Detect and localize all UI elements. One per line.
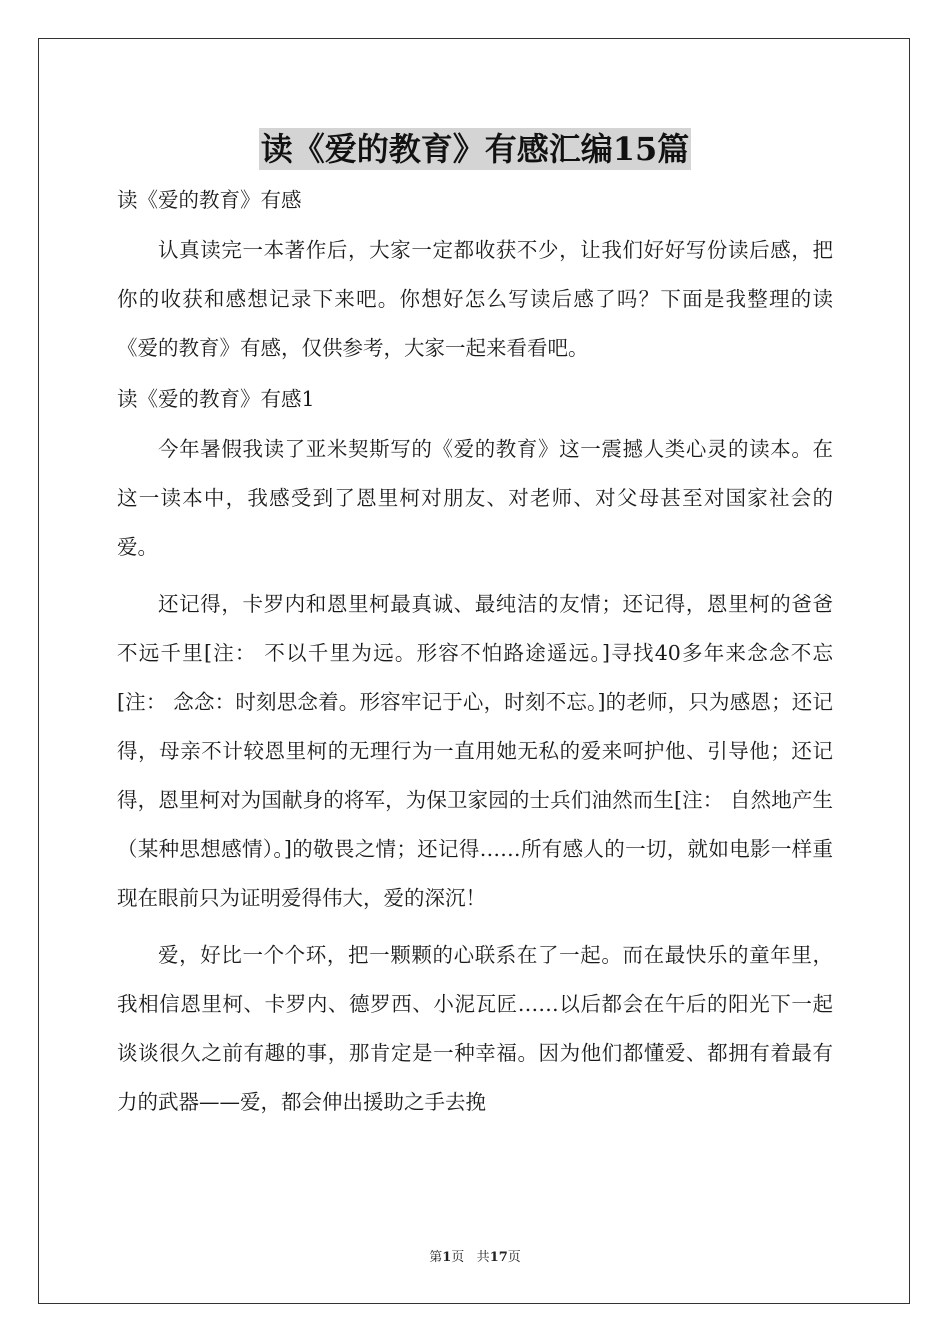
paragraph-3: 爱，好比一个个环，把一颗颗的心联系在了一起。而在最快乐的童年里，我相信恩里柯、卡罗内、德罗西、小泥瓦匠……以后都会在午后的阳光下一起谈谈很久之前有趣的事，那肯定是一种幸福。因为他们都懂爱、都拥有着最有力的武器——爱，都会伸出援助之手去挽 bbox=[117, 943, 833, 1114]
footer-page-unit: 页 bbox=[451, 1250, 465, 1265]
footer-page-current: 1 bbox=[442, 1250, 452, 1265]
intro-paragraph: 认真读完一本著作后，大家一定都收获不少，让我们好好写份读后感，把你的收获和感想记录下来吧。你想好怎么写读后感了吗？下面是我整理的读《爱的教育》有感，仅供参考，大家一起来看看吧。 bbox=[117, 238, 833, 360]
paragraph-2: 还记得，卡罗内和恩里柯最真诚、最纯洁的友情；还记得，恩里柯的爸爸不远千里[注： 不以千里为远。形容不怕路途遥远。]寻找40多年来念念不忘[注： 念念：时刻思念着。形容牢记于心，时刻不忘。]的老师，只为感恩；还记得，母亲不计较恩里柯的无理行为一直用她无私的爱来呵护他、引导他；还记得，恩里柯对为国献身的将军，为保卫家园的士兵们油然而生[注： 自然地产生（某种思想感情）。]的敬畏之情；还记得……所有感人的一切，就如电影一样重现在眼前只为证明爱得伟大，爱的深沉！ bbox=[117, 592, 833, 910]
footer-page-total: 17 bbox=[489, 1250, 508, 1265]
page-footer bbox=[0, 1246, 950, 1265]
footer-total-prefix: 共 bbox=[476, 1250, 490, 1265]
title-container bbox=[0, 128, 950, 170]
section-heading-1: 读《爱的教育》有感1 bbox=[117, 387, 315, 411]
footer-page-prefix: 第 bbox=[429, 1250, 443, 1265]
section-heading-intro: 读《爱的教育》有感 bbox=[117, 188, 302, 212]
paragraph-1: 今年暑假我读了亚米契斯写的《爱的教育》这一震撼人类心灵的读本。在这一读本中，我感受到了恩里柯对朋友、对老师、对父母甚至对国家社会的爱。 bbox=[117, 437, 833, 559]
footer-total-unit: 页 bbox=[507, 1250, 521, 1265]
document-body bbox=[117, 180, 833, 1127]
document-title: 读《爱的教育》有感汇编15篇 bbox=[260, 130, 690, 168]
